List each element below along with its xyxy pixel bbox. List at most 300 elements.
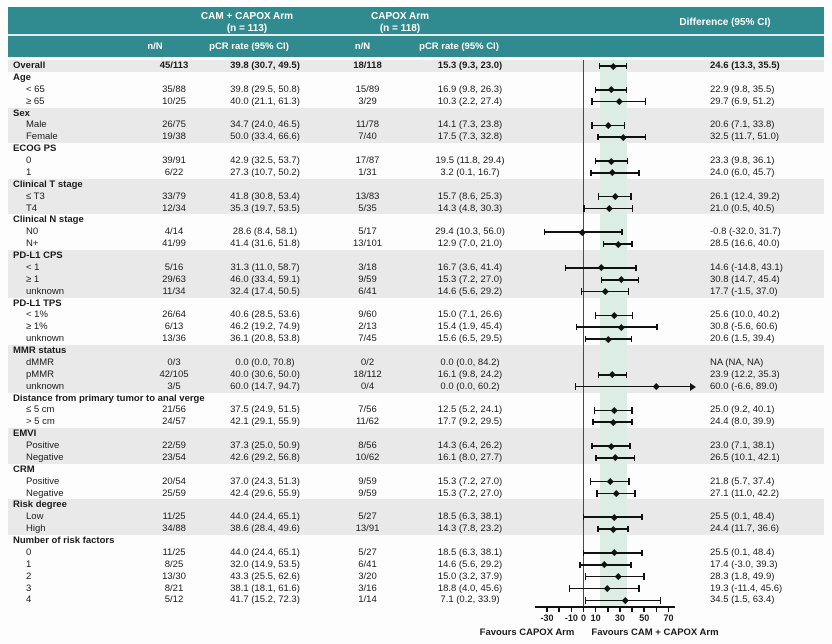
arm2-nn-value: 9/59 [358,475,377,487]
ci-cap-left [583,514,585,520]
table-row [8,274,824,286]
arm2-nn-value [330,250,405,262]
difference-value [700,250,814,262]
subgroup-label: Overall [13,60,46,71]
ci-cap-right [638,277,640,283]
subgroup-label: Sex [13,107,30,119]
table-row [8,547,824,559]
difference-value: 20.6 (1.5, 39.4) [710,333,775,345]
table-row [8,238,824,250]
difference-value: 23.9 (12.2, 35.3) [710,368,780,380]
table-row [8,345,824,357]
arm1-pcr-value [200,214,330,226]
subgroup-label: Negative [26,487,64,499]
table-row [8,393,824,405]
axis-tick [631,608,633,612]
ci-cap-left [590,170,592,176]
table-row [8,357,824,369]
ci-cap-right [626,63,628,69]
arm1-nn-value: 26/75 [162,119,186,131]
table-row [8,96,824,108]
difference-value: 26.5 (10.1, 42.1) [710,451,780,463]
arm1-nn-value [148,214,200,226]
arm1-pcr-value: 37.5 (24.9, 51.5) [230,404,300,416]
table-row [8,594,824,606]
axis-tick [571,608,573,612]
arm1-title: CAM + CAPOX Arm [200,11,294,22]
arm2-pcr-value: 7.1 (0.2, 33.9) [440,594,500,606]
ci-cap-right [631,241,633,247]
table-row [8,226,824,238]
arm1-pcr-value: 37.0 (24.3, 51.3) [230,475,300,487]
arm2-nn-value: 15/89 [355,83,380,95]
ci-cap-right [631,407,633,413]
arm2-nn-value [330,393,405,405]
arm2-pcr-value [405,179,535,191]
arm2-pcr-value: 14.6 (5.6, 29.2) [437,558,503,570]
table-row [8,309,824,321]
ci-cap-left [603,241,605,247]
axis-tick-label: 0 [580,612,586,623]
difference-value: 22.9 (9.8, 35.5) [710,83,775,95]
arm1-nn-value [148,499,200,511]
subgroup-label: ≥ 65 [26,95,45,107]
arm2-pcr-value: 18.5 (6.3, 38.1) [437,511,503,523]
arm1-pcr-value: 44.0 (24.4, 65.1) [230,546,300,558]
arm1-nn-value: 22/59 [162,440,186,451]
arm1-nn-value [148,393,200,405]
arm2-nn-value [330,499,405,511]
ci-cap-right [632,205,634,211]
arm2-nn-value: 18/112 [353,368,382,380]
ci-cap-right [641,514,643,520]
table-row [8,286,824,298]
subgroup-label: 2 [26,570,32,582]
difference-value: 24.0 (6.0, 45.7) [710,166,775,178]
arm1-pcr-value [200,393,330,405]
arm2-nn-value [330,535,405,547]
axis-tick [656,608,658,612]
difference-value [700,179,814,191]
subgroup-label: ≤ 5 cm [26,404,55,416]
difference-value: 26.1 (12.4, 39.2) [710,190,780,202]
subgroup-label: Clinical T stage [13,178,83,190]
ci-cap-left [565,265,567,271]
arm1-nn-value: 34/88 [162,523,186,535]
arm2-pcr-value: 14.3 (7.8, 23.2) [437,523,503,535]
table-row [8,476,824,488]
ci-cap-right [645,134,647,140]
table-row [8,108,824,120]
table-row [8,131,824,143]
difference-value: 34.5 (1.5, 63.4) [710,594,775,606]
difference-value [700,428,814,440]
arm1-nn-value: 33/79 [162,190,186,202]
subgroup-table-rows [8,60,824,606]
arm1-pcr-value [200,535,330,547]
difference-value: 24.4 (8.0, 39.9) [710,416,775,428]
arm2-pcr-value: 17.5 (7.3, 32.8) [437,131,503,143]
arm2-nn-value: 2/13 [358,321,377,333]
ci-cap-right [635,265,637,271]
table-row [8,369,824,381]
subgroup-label: Low [26,511,44,523]
arm1-pcr-value: 28.6 (8.4, 58.1) [232,226,298,238]
arm2-nn-value: 13/91 [355,523,380,535]
arm2-pcr-value: 18.5 (6.3, 38.1) [437,546,503,558]
arm2-pcr-value [405,143,535,155]
arm2-title: CAPOX Arm [371,11,429,22]
ci-cap-right [626,87,628,93]
axis-tick [583,608,585,612]
arm1-nn-value: 20/54 [162,475,186,487]
arm2-nn-value: 11/62 [355,416,380,428]
table-row [8,416,824,428]
ci-cap-right [631,336,633,342]
arm2-pcr-value: 15.7 (8.6, 25.3) [437,190,503,202]
table-row [8,155,824,167]
arm1-nn-value: 10/25 [162,95,186,107]
arm2-nn-value [330,143,405,155]
arm2-pcr-value: 3.2 (0.1, 16.7) [440,166,500,178]
arm1-nn-value: 11/25 [162,511,186,523]
table-row [8,203,824,215]
arm1-nn-value: 12/34 [162,202,186,214]
ci-cap-left [579,562,581,568]
arm1-nn-value: 42/105 [159,368,189,380]
axis-tick [607,608,609,612]
difference-value: 25.0 (9.2, 40.1) [710,404,775,416]
arm1-header [156,11,338,35]
arm2-nn-value: 10/62 [355,451,380,463]
ci-cap-right [621,229,623,235]
arm2-nn-value: 0/4 [360,380,375,392]
difference-value [700,535,814,547]
ci-cap-right [628,478,630,484]
table-row [8,571,824,583]
table-row [8,191,824,203]
table-row [8,452,824,464]
subgroup-label: < 1 [26,261,40,273]
col-header-nn2: n/N [354,41,371,52]
subgroup-label: Age [13,71,31,83]
subgroup-label: Number of risk factors [13,535,115,546]
col-header-pcr2: pCR rate (95% CI) [419,41,499,52]
arm1-pcr-value [200,464,330,476]
arm2-nn-value: 7/56 [358,404,377,416]
arm1-nn-value [148,108,200,120]
arm2-nn-value: 18/118 [353,60,382,71]
arm2-nn-value: 13/83 [355,190,380,202]
arm2-pcr-value: 12.9 (7.0, 21.0) [437,238,503,250]
table-row [8,583,824,595]
favours-right-label: Favours CAM + CAPOX Arm [591,627,719,638]
arm1-nn-value [148,72,200,84]
ci-cap-left [595,455,597,461]
axis-tick-label: -10 [564,612,578,623]
subgroup-label: N+ [26,238,39,250]
ci-cap-left [575,383,577,389]
ci-cap-right [627,526,629,532]
subgroup-label: Positive [26,475,60,487]
ci-cap-right [643,573,645,579]
arm1-pcr-value: 44.0 (24.4, 65.1) [230,511,300,523]
arm1-nn-value: 35/88 [162,83,186,95]
table-row [8,440,824,452]
table-row [8,60,824,72]
table-row [8,143,824,155]
arm1-pcr-value: 31.3 (11.0, 58.7) [230,261,300,273]
subgroup-label: T4 [26,202,38,214]
arm2-nn-value: 11/78 [355,119,380,131]
arm2-nn-value [330,72,405,84]
axis-tick [668,608,670,612]
difference-value: 23.3 (9.8, 36.1) [710,155,775,166]
difference-value: 21.0 (0.5, 40.5) [710,202,775,214]
arm2-pcr-value: 16.9 (9.8, 26.3) [437,83,503,95]
arm1-nn-value [148,179,200,191]
difference-value: 32.5 (11.7, 51.0) [710,131,780,143]
arm1-nn-value: 41/99 [162,238,186,250]
subgroup-label: dMMR [26,356,54,368]
arm2-pcr-value [405,464,535,476]
arm1-pcr-value: 46.2 (19.2, 74.9) [230,321,300,333]
table-row [8,523,824,535]
ci-cap-right [641,550,643,556]
difference-value: 24.6 (13.3, 35.5) [710,60,780,71]
arm1-nn-value: 39/91 [162,155,186,166]
arm2-nn-value: 7/40 [358,131,377,143]
arm2-nn-value: 5/17 [358,226,377,238]
arm1-nn-value [148,298,200,310]
ci-point-estimate [579,229,585,235]
arm2-pcr-value: 15.3 (9.3, 23.0) [437,60,503,71]
arm2-nn-value: 6/41 [358,558,377,570]
arm1-nn-value: 11/34 [162,285,186,297]
arm2-pcr-value: 14.3 (6.4, 26.2) [437,440,503,451]
difference-value: 30.8 (14.7, 45.4) [710,273,780,285]
ci-cap-right [660,597,662,603]
subgroup-label: Clinical N stage [13,214,84,226]
arm2-pcr-value [405,250,535,262]
zero-reference-line [583,60,585,607]
arm1-pcr-value: 32.4 (17.4, 50.5) [230,285,300,297]
arm1-pcr-value: 42.4 (29.6, 55.9) [230,487,300,499]
arm1-nn-value: 19/38 [162,131,186,143]
arm1-pcr-value: 40.0 (21.1, 61.3) [230,95,300,107]
arm1-pcr-value: 50.0 (33.4, 66.6) [230,131,300,143]
ci-arrow-right [690,383,696,391]
difference-value: 14.6 (-14.8, 43.1) [710,261,783,273]
col-header-pcr1: pCR rate (95% CI) [209,41,289,52]
ci-cap-left [569,585,571,591]
subgroup-label: Female [26,131,58,143]
arm1-pcr-value: 0.0 (0.0, 70.8) [235,356,295,368]
arm2-pcr-value: 12.5 (5.2, 24.1) [437,404,503,416]
arm2-nn-value: 1/31 [358,166,377,178]
table-row [8,499,824,511]
arm1-pcr-value: 38.6 (28.4, 49.6) [230,523,300,535]
difference-value: 19.3 (-11.4, 45.6) [710,582,783,594]
subgroup-label: ≤ T3 [26,190,45,202]
subgroup-label: pMMR [26,368,54,380]
table-row [8,84,824,96]
difference-value: 20.6 (7.1, 33.8) [710,119,775,131]
table-row [8,214,824,226]
ci-cap-right [638,585,640,591]
table-row [8,511,824,523]
arm1-pcr-value: 42.9 (32.5, 53.7) [230,155,300,166]
difference-value: 25.6 (10.0, 40.2) [710,309,780,321]
ci-cap-left [590,478,592,484]
subgroup-label: CRM [13,463,35,475]
arm2-pcr-value: 15.3 (7.2, 27.0) [437,475,503,487]
arm2-nn-value [330,428,405,440]
arm1-pcr-value: 43.3 (25.5, 62.6) [230,570,300,582]
arm1-pcr-value: 40.0 (30.6, 50.0) [230,368,300,380]
arm2-nn-value: 3/18 [358,261,377,273]
arm2-pcr-value: 16.7 (3.6, 41.4) [437,261,503,273]
subgroup-label: N0 [26,226,39,238]
arm2-nn-value: 17/87 [355,155,380,166]
difference-value: 28.3 (1.8, 49.9) [710,570,775,582]
difference-value: 60.0 (-6.6, 89.0) [710,380,778,392]
difference-value: 28.5 (16.6, 40.0) [710,238,780,250]
subgroup-label: 3 [26,582,32,594]
arm2-pcr-value: 15.0 (7.1, 26.6) [437,309,503,321]
subgroup-label: ECOG PS [13,143,57,155]
difference-value: 29.7 (6.9, 51.2) [710,95,775,107]
arm2-pcr-value: 16.1 (8.0, 27.7) [437,451,503,463]
arm2-nn-value: 7/45 [358,333,377,345]
arm2-pcr-value [405,393,535,405]
arm2-n: (n = 118) [379,23,421,34]
arm1-pcr-value: 35.3 (19.7, 53.5) [230,202,300,214]
favours-left-label: Favours CAPOX Arm [479,627,575,638]
arm1-nn-value: 8/21 [164,582,184,594]
table-row [8,179,824,191]
ci-point-estimate [653,383,659,389]
arm1-nn-value: 29/63 [162,273,186,285]
table-row [8,298,824,310]
arm1-pcr-value: 34.7 (24.0, 46.5) [230,119,300,131]
arm2-pcr-value: 14.6 (5.6, 29.2) [437,285,503,297]
arm2-nn-value [330,464,405,476]
subgroup-label: > 5 cm [26,416,55,428]
arm2-pcr-value: 16.1 (9.8, 24.2) [437,368,503,380]
arm2-pcr-value [405,72,535,84]
subgroup-label: 4 [26,594,32,606]
arm1-pcr-value: 39.8 (29.5, 50.8) [230,83,300,95]
arm2-pcr-value [405,108,535,120]
axis-tick-label: 70 [663,612,674,623]
arm1-nn-value: 45/113 [159,60,189,71]
arm1-n: (n = 113) [226,23,268,34]
arm2-pcr-value: 15.4 (1.9, 45.4) [437,321,503,333]
arm2-pcr-value: 0.0 (0.0, 84.2) [440,356,500,368]
arm2-pcr-value [405,214,535,226]
ci-cap-right [634,455,636,461]
ci-cap-left [597,526,599,532]
arm1-nn-value: 5/12 [164,594,184,606]
subgroup-label: PD-L1 CPS [13,250,63,261]
ci-cap-left [583,205,585,211]
arm1-pcr-value: 36.1 (20.8, 53.8) [230,333,300,345]
arm1-pcr-value: 39.8 (30.7, 49.5) [230,60,300,71]
arm1-nn-value: 11/25 [162,546,186,558]
ci-cap-left [591,98,593,104]
arm1-pcr-value [200,499,330,511]
arm2-pcr-value [405,298,535,310]
arm1-pcr-value [200,143,330,155]
axis-tick-label: 30 [614,612,625,623]
difference-value [700,393,814,405]
arm2-nn-value: 3/20 [358,570,377,582]
subgroup-label: 1 [26,166,32,178]
arm2-nn-value: 6/41 [358,285,377,297]
subgroup-label: ≥ 1% [26,321,48,333]
ci-cap-left [595,158,597,164]
arm1-pcr-value: 60.0 (14.7, 94.7) [230,380,300,392]
arm1-nn-value [148,428,200,440]
table-row [8,488,824,500]
ci-cap-right [656,324,658,330]
arm1-nn-value: 13/36 [162,333,186,345]
difference-value: 25.5 (0.1, 48.4) [710,511,775,523]
arm1-nn-value [148,250,200,262]
arm2-pcr-value [405,428,535,440]
axis-tick [546,608,548,612]
axis-tick [643,608,645,612]
axis-tick-label: 50 [639,612,650,623]
difference-value [700,143,814,155]
arm2-pcr-value: 10.3 (2.2, 27.4) [437,95,503,107]
arm2-nn-value: 5/27 [358,546,377,558]
arm1-pcr-value: 41.8 (30.8, 53.4) [230,190,300,202]
subgroup-label: High [26,523,46,535]
arm2-nn-value: 5/27 [358,511,377,523]
arm2-pcr-value: 14.1 (7.3, 23.8) [437,119,503,131]
ci-cap-left [596,490,598,496]
arm1-pcr-value [200,250,330,262]
arm2-pcr-value: 15.3 (7.2, 27.0) [437,273,503,285]
table-row [8,321,824,333]
difference-value: 21.8 (5.7, 37.4) [710,475,775,487]
ci-cap-left [598,193,600,199]
arm1-nn-value: 6/13 [164,321,184,333]
arm1-nn-value [148,464,200,476]
subgroup-label: 0 [26,546,32,558]
ci-cap-left [585,336,587,342]
arm1-pcr-value [200,298,330,310]
arm2-pcr-value: 18.8 (4.0, 45.6) [437,582,503,594]
table-header [8,7,824,57]
arm2-nn-value: 13/101 [352,238,383,250]
arm2-nn-value [330,179,405,191]
arm1-nn-value: 25/59 [162,487,186,499]
arm1-pcr-value: 46.0 (33.4, 59.1) [230,273,300,285]
ci-cap-left [591,122,593,128]
table-row [8,250,824,262]
subgroup-label: Positive [26,440,60,451]
ci-cap-left [544,229,546,235]
arm1-nn-value: 13/30 [162,570,186,582]
ci-cap-left [591,443,593,449]
arm2-pcr-value: 14.3 (4.8, 30.3) [437,202,503,214]
arm2-pcr-value [405,499,535,511]
arm1-pcr-value [200,345,330,357]
arm1-nn-value: 6/22 [164,166,184,178]
